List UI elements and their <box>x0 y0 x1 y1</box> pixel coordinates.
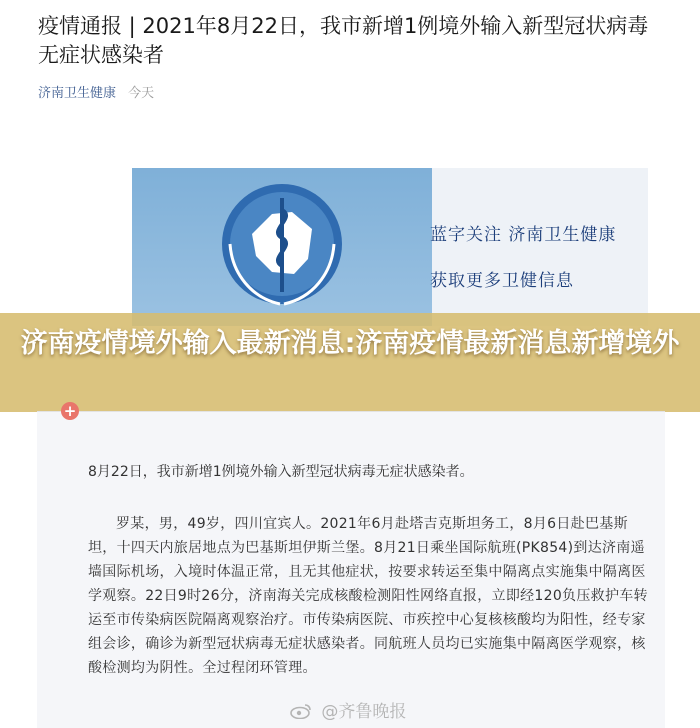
article-title: 疫情通报 | 2021年8月22日，我市新增1例境外输入新型冠状病毒无症状感染者 <box>38 14 649 67</box>
plus-icon: + <box>61 402 79 420</box>
source-account-link[interactable]: 济南卫生健康 <box>38 86 117 101</box>
watermark-text: @齐鲁晚报 <box>321 702 407 722</box>
notice-detail: 罗某，男，49岁，四川宜宾人。2021年6月赴塔吉克斯坦务工，8月6日赴巴基斯坦，十四天内旅居地点为巴基斯坦伊斯兰堡。8月21日乘坐国际航班(PK854)到达济南遥墙国际机场，入境时体温正常，且无其他症状，按要求转运至集中隔离点实施集中隔离医学观察。22日9时26分，济南海关完成核酸检测阳性网络直报，立即经120负压救护车转运至市传染病医院隔离观察治疗。市传染病医院、市疾控中心复核核酸均为阳性，经专家组会诊，确诊为新型冠状病毒无症状感染者。同航班人员均已实施集中隔离医学观察，核酸检测均为阴性。全过程闭环管理。 <box>88 516 648 676</box>
article-meta <box>38 82 154 101</box>
banner-info-text: 获取更多卫健信息 <box>430 271 574 291</box>
notice-summary: 8月22日，我市新增1例境外输入新型冠状病毒无症状感染者。 <box>88 464 474 480</box>
health-emblem-icon <box>212 174 352 320</box>
banner-follow-text: 蓝字关注 济南卫生健康 <box>430 225 617 245</box>
watermark <box>290 697 406 722</box>
weibo-icon <box>290 703 312 719</box>
headline-overlay: 济南疫情境外输入最新消息:济南疫情最新消息新增境外 <box>20 328 680 359</box>
banner-image <box>132 168 648 326</box>
publish-date: 今天 <box>128 86 155 101</box>
